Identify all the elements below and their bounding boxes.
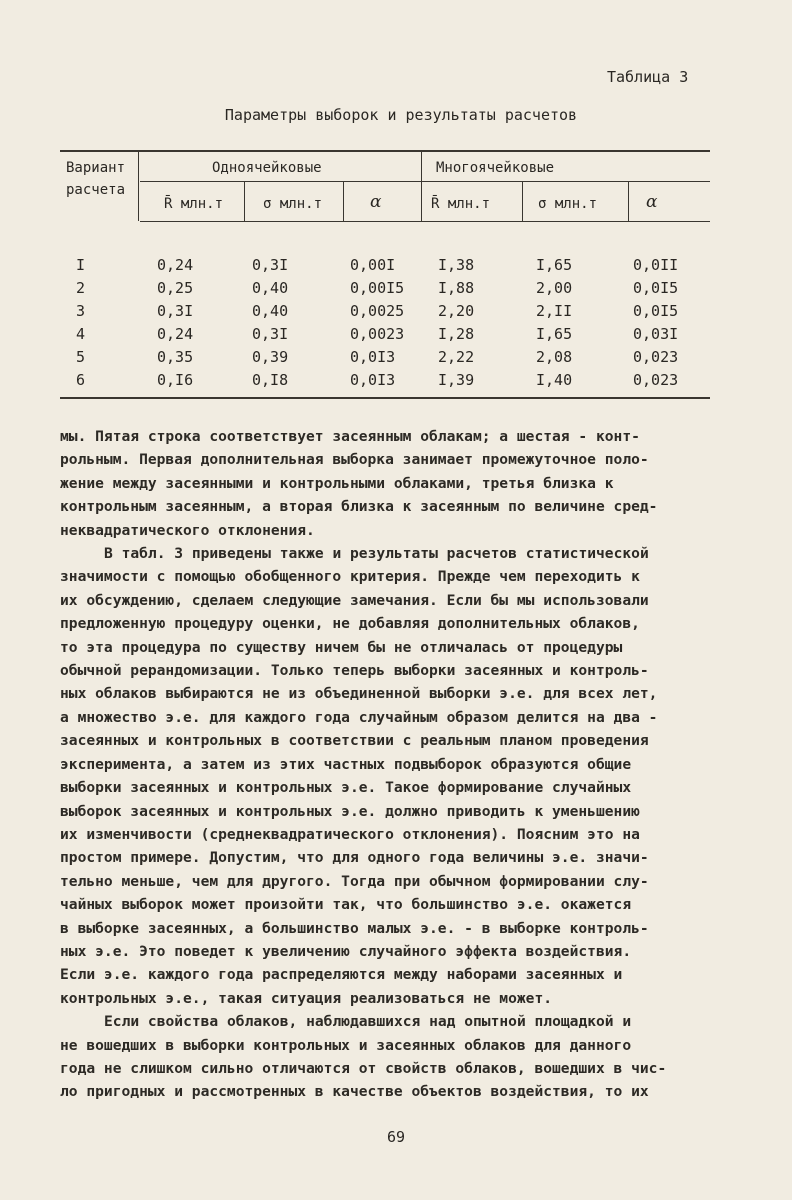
cell-multi-sigma: I,40 xyxy=(536,371,573,389)
header-single-mean: R̄ млн.т xyxy=(164,196,224,212)
cell-multi-sigma: 2,08 xyxy=(536,348,573,366)
header-single-sigma: σ млн.т xyxy=(263,196,323,212)
cell-single-mean: 0,I6 xyxy=(157,371,194,389)
table-group-rule xyxy=(140,181,710,182)
table-label: Таблица 3 xyxy=(607,68,689,86)
cell-multi-mean: I,39 xyxy=(438,371,475,389)
body-line: Если э.е. каждого года распределяются между наборами засеянных и xyxy=(60,966,623,984)
cell-single-sigma: 0,3I xyxy=(252,256,289,274)
cell-single-sigma: 0,3I xyxy=(252,325,289,343)
cell-single-mean: 0,24 xyxy=(157,256,194,274)
body-line: то эта процедура по существу ничем бы не отличалась от процедуры xyxy=(60,638,623,656)
body-line: тельно меньше, чем для другого. Тогда при обычном формировании слу- xyxy=(60,872,649,890)
subcol-divider xyxy=(343,182,344,221)
cell-single-alpha: 0,0025 xyxy=(350,302,405,320)
body-line: ных облаков выбираются не из объединенной выборки э.е. для всех лет, xyxy=(60,685,658,703)
cell-variant: 3 xyxy=(76,302,86,320)
header-multi-sigma: σ млн.т xyxy=(538,196,598,212)
header-multi-alpha: α xyxy=(646,192,658,212)
cell-multi-sigma: I,65 xyxy=(536,256,573,274)
cell-single-sigma: 0,40 xyxy=(252,302,289,320)
cell-single-mean: 0,24 xyxy=(157,325,194,343)
cell-multi-alpha: 0,03I xyxy=(633,325,679,343)
body-text xyxy=(60,425,720,1104)
body-line: В табл. 3 приведены также и результаты расчетов статистической xyxy=(104,545,649,563)
cell-multi-mean: I,88 xyxy=(438,279,475,297)
header-variant-line1: Вариант xyxy=(66,160,126,176)
cell-single-alpha: 0,00I xyxy=(350,256,396,274)
header-multi-mean: R̄ млн.т xyxy=(431,196,491,212)
variant-column-divider xyxy=(138,152,139,221)
body-line: жение между засеянными и контрольными облаками, третья близка к xyxy=(60,474,614,492)
subcol-divider xyxy=(244,182,245,221)
body-line: контрольных э.е., такая ситуация реализоваться не может. xyxy=(60,989,553,1007)
body-line: рольным. Первая дополнительная выборка занимает промежуточное поло- xyxy=(60,451,649,469)
subcol-divider xyxy=(628,182,629,221)
cell-multi-sigma: 2,00 xyxy=(536,279,573,297)
cell-single-mean: 0,3I xyxy=(157,302,194,320)
header-variant-line2: расчета xyxy=(66,182,126,198)
cell-multi-alpha: 0,0II xyxy=(633,256,679,274)
cell-single-sigma: 0,I8 xyxy=(252,371,289,389)
cell-multi-sigma: 2,II xyxy=(536,302,573,320)
body-line: ных э.е. Это поведет к увеличению случайного эффекта воздействия. xyxy=(60,942,632,960)
body-line: в выборке засеянных, а большинство малых э.е. - в выборке контроль- xyxy=(60,919,649,937)
body-line: выборок засеянных и контрольных э.е. должно приводить к уменьшению xyxy=(60,802,640,820)
body-line: обычной рерандомизации. Только теперь выборки засеянных и контроль- xyxy=(60,662,649,680)
table-header-bottom-rule xyxy=(140,221,710,222)
cell-multi-alpha: 0,023 xyxy=(633,371,679,389)
cell-multi-mean: 2,20 xyxy=(438,302,475,320)
table-top-rule xyxy=(60,150,710,152)
cell-single-sigma: 0,40 xyxy=(252,279,289,297)
table-bottom-rule xyxy=(60,397,710,399)
page-number: 69 xyxy=(386,1128,406,1146)
cell-multi-alpha: 0,0I5 xyxy=(633,279,679,297)
body-line: предложенную процедуру оценки, не добавляя дополнительных облаков, xyxy=(60,615,640,633)
cell-single-alpha: 0,0I3 xyxy=(350,348,396,366)
cell-multi-sigma: I,65 xyxy=(536,325,573,343)
body-line: ло пригодных и рассмотренных в качестве объектов воздействия, то их xyxy=(60,1083,649,1101)
body-line: неквадратического отклонения. xyxy=(60,521,315,539)
cell-single-alpha: 0,0023 xyxy=(350,325,405,343)
cell-variant: 4 xyxy=(76,325,86,343)
cell-variant: 5 xyxy=(76,348,86,366)
body-line: года не слишком сильно отличаются от свойств облаков, вошедших в чис- xyxy=(60,1059,667,1077)
cell-single-alpha: 0,00I5 xyxy=(350,279,405,297)
body-line: их изменчивости (среднеквадратического отклонения). Поясним это на xyxy=(60,825,640,843)
cell-variant: I xyxy=(76,256,86,274)
table-title: Параметры выборок и результаты расчетов xyxy=(224,106,578,124)
cell-single-sigma: 0,39 xyxy=(252,348,289,366)
body-line: выборки засеянных и контрольных э.е. Такое формирование случайных xyxy=(60,779,632,797)
body-line: их обсуждению, сделаем следующие замечания. Если бы мы использовали xyxy=(60,591,649,609)
cell-variant: 6 xyxy=(76,371,86,389)
body-line: Если свойства облаков, наблюдавшихся над опытной площадкой и xyxy=(104,1013,632,1031)
cell-multi-mean: I,28 xyxy=(438,325,475,343)
body-line: мы. Пятая строка соответствует засеянным облакам; а шестая - конт- xyxy=(60,428,640,445)
cell-multi-alpha: 0,0I5 xyxy=(633,302,679,320)
body-line: засеянных и контрольных в соответствии с реальным планом проведения xyxy=(60,732,649,750)
cell-single-mean: 0,25 xyxy=(157,279,194,297)
cell-multi-alpha: 0,023 xyxy=(633,348,679,366)
cell-multi-mean: 2,22 xyxy=(438,348,475,366)
body-line: контрольным засеянным, а вторая близка к засеянным по величине сред- xyxy=(60,498,658,516)
body-line: простом примере. Допустим, что для одного года величины э.е. значи- xyxy=(60,849,649,867)
header-single-alpha: α xyxy=(370,192,382,212)
body-line: эксперимента, а затем из этих частных подвыборок образуются общие xyxy=(60,755,632,773)
group-divider xyxy=(421,152,422,221)
cell-multi-mean: I,38 xyxy=(438,256,475,274)
cell-single-mean: 0,35 xyxy=(157,348,194,366)
subcol-divider xyxy=(522,182,523,221)
body-line: чайных выборок может произойти так, что большинство э.е. окажется xyxy=(60,896,632,914)
body-line: не вошедших в выборки контрольных и засеянных облаков для данного xyxy=(60,1036,632,1054)
body-line: а множество э.е. для каждого года случайным образом делится на два - xyxy=(60,708,658,726)
cell-single-alpha: 0,0I3 xyxy=(350,371,396,389)
body-line: значимости с помощью обобщенного критерия. Прежде чем переходить к xyxy=(60,568,640,586)
header-single-cell-group: Одноячейковые xyxy=(212,160,322,176)
cell-variant: 2 xyxy=(76,279,86,297)
header-multi-cell-group: Многоячейковые xyxy=(436,160,555,176)
